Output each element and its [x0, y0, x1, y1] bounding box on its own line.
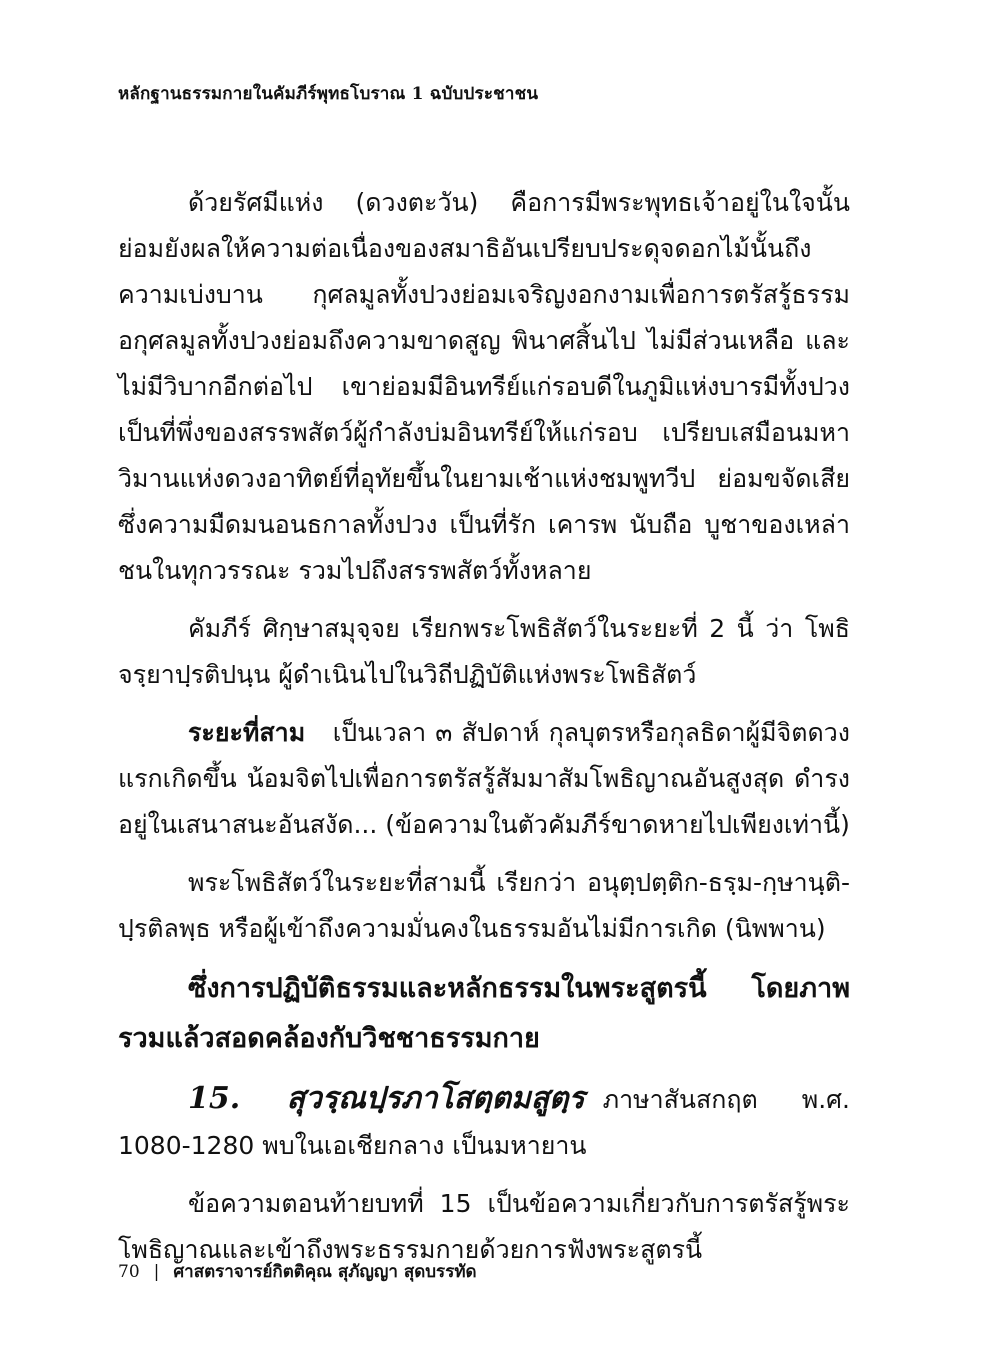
page-footer	[118, 1258, 477, 1285]
paragraph-7: ข้อความตอนท้ายบทที่ 15 เป็นข้อความเกี่ยวกับการตรัสรู้พระโพธิญาณและเข้าถึงพระธรรมกายด้วยการฟังพระสูตรนี้	[118, 1189, 850, 1264]
body-text	[118, 180, 850, 1273]
sutra-title: 15. สุวรฺณปฺรภาโสตฺตมสูตฺร	[188, 1081, 585, 1116]
author-name: ศาสตราจารย์กิตติคุณ สุภัญญา สุดบรรทัด	[173, 1262, 477, 1282]
paragraph-3-text: เป็นเวลา ๓ สัปดาห์ กุลบุตรหรือกุลธิดาผู้มีจิตดวงแรกเกิดขึ้น น้อมจิตไปเพื่อการตรัสรู้สัมมาสัมโพธิญาณอันสูงสุด ดำรงอยู่ในเสนาสนะอันสงัด... (ข้อความในตัวคัมภีร์ขาดหายไปเพียงเท่านี้)	[118, 718, 850, 839]
footer-separator: |	[153, 1262, 160, 1282]
stage-three-heading: ระยะที่สาม	[188, 718, 306, 747]
sutra-description: ภาษาสันสกฤต พ.ศ. 1080-1280 พบในเอเชียกลาง เป็นมหายาน	[118, 1085, 850, 1160]
running-head: หลักฐานธรรมกายในคัมภีร์พุทธโบราณ 1 ฉบับประชาชน	[118, 84, 539, 104]
paragraph-4: พระโพธิสัตว์ในระยะที่สามนี้ เรียกว่า อนุตฺปตฺติก-ธรฺม-กฺษานฺติ-ปฺรติลพฺธ หรือผู้เข้าถึงความมั่นคงในธรรมอันไม่มีการเกิด (นิพพาน)	[118, 868, 850, 943]
paragraph-1: ด้วยรัศมีแห่ง (ดวงตะวัน) คือการมีพระพุทธเจ้าอยู่ในใจนั้น ย่อมยังผลให้ความต่อเนื่องของสมาธิอันเปรียบประดุจดอกไม้นั้นถึงความเบ่งบาน กุศลมูลทั้งปวงย่อมเจริญงอกงามเพื่อการตรัสรู้ธรรม อกุศลมูลทั้งปวงย่อมถึงความขาดสูญ พินาศสิ้นไป ไม่มีส่วนเหลือ และไม่มีวิบากอีกต่อไป เขาย่อมมีอินทรีย์แก่รอบดีในภูมิแห่งบารมีทั้งปวง เป็นที่พึ่งของสรรพสัตว์ผู้กำลังบ่มอินทรีย์ให้แก่รอบ เปรียบเสมือนมหาวิมานแห่งดวงอาทิตย์ที่อุทัยขึ้นในยามเช้าแห่งชมพูทวีป ย่อมขจัดเสียซึ่งความมืดมนอนธกาลทั้งปวง เป็นที่รัก เคารพ นับถือ บูชาของเหล่าชนในทุกวรรณะ รวมไปถึงสรรพสัตว์ทั้งหลาย	[118, 188, 850, 585]
paragraph-2: คัมภีร์ ศิกฺษาสมุจฺจย เรียกพระโพธิสัตว์ในระยะที่ 2 นี้ ว่า โพธิจรฺยาปฺรติปนฺน ผู้ดำเนินไปในวิถีปฏิบัติแห่งพระโพธิสัตว์	[118, 614, 850, 689]
paragraph-3	[118, 710, 850, 848]
paragraph-sutra	[118, 1076, 850, 1169]
page-number: 70	[118, 1262, 140, 1282]
summary-statement: ซึ่งการปฏิบัติธรรมและหลักธรรมในพระสูตรนี้ โดยภาพรวมแล้วสอดคล้องกับวิชชาธรรมกาย	[118, 973, 850, 1054]
